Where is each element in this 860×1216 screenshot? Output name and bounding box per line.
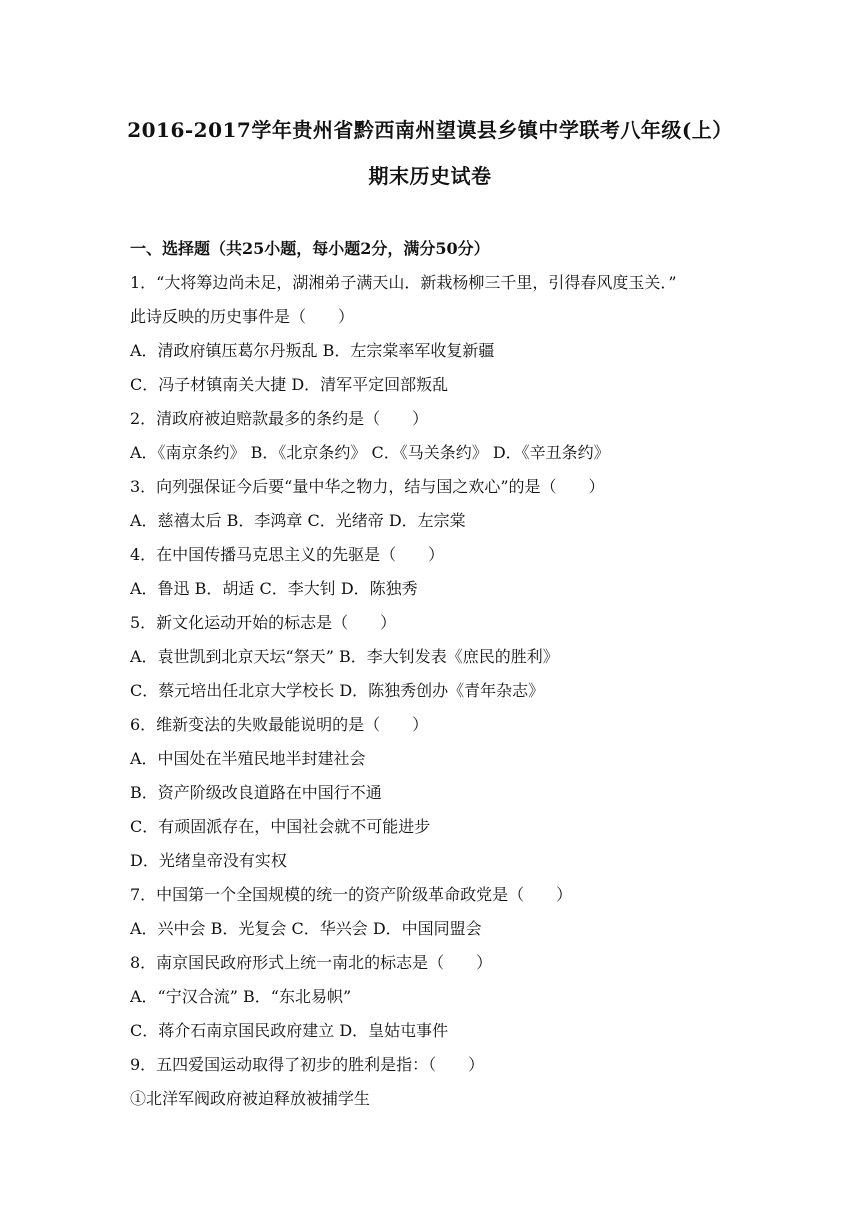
question-6-option-b: B．资产阶级改良道路在中国行不通	[130, 783, 382, 802]
section-heading: 一、选择题（共25小题，每小题2分，满分50分）	[130, 239, 490, 258]
question-5-options-cd: C．蔡元培出任北京大学校长 D．陈独秀创办《青年杂志》	[130, 681, 545, 700]
question-6-stem: 6．维新变法的失败最能说明的是（ ）	[130, 715, 429, 734]
question-3-stem: 3．向列强保证今后要“量中华之物力，结与国之欢心”的是（ ）	[130, 477, 605, 496]
question-4-stem: 4．在中国传播马克思主义的先驱是（ ）	[130, 545, 445, 564]
question-8-options-cd: C．蒋介石南京国民政府建立 D．皇姑屯事件	[130, 1021, 449, 1040]
question-3-options: A．慈禧太后 B．李鸿章 C．光绪帝 D．左宗棠	[130, 511, 466, 530]
question-6-option-d: D．光绪皇帝没有实权	[130, 851, 287, 870]
question-8-stem: 8．南京国民政府形式上统一南北的标志是（ ）	[130, 953, 493, 972]
question-5-options-ab: A．袁世凯到北京天坛“祭天” B．李大钊发表《庶民的胜利》	[130, 647, 559, 666]
question-9-stem: 9．五四爱国运动取得了初步的胜利是指：（ ）	[130, 1055, 485, 1074]
exam-content	[130, 232, 750, 1116]
exam-title-line-2: 期末历史试卷	[368, 164, 492, 188]
exam-title-line-1: 2016-2017学年贵州省黔西南州望谟县乡镇中学联考八年级(上）	[127, 118, 733, 142]
question-8-options-ab: A．“宁汉合流” B．“东北易帜”	[130, 987, 352, 1006]
question-7-stem: 7．中国第一个全国规模的统一的资产阶级革命政党是（ ）	[130, 885, 573, 904]
question-6-option-a: A．中国处在半殖民地半封建社会	[130, 749, 366, 768]
question-6-option-c: C．有顽固派存在，中国社会就不可能进步	[130, 817, 431, 836]
question-1-options-ab: A．清政府镇压葛尔丹叛乱 B．左宗棠率军收复新疆	[130, 341, 495, 360]
question-1-stem-cont: 此诗反映的历史事件是（ ）	[130, 307, 355, 326]
question-5-stem: 5．新文化运动开始的标志是（ ）	[130, 613, 397, 632]
question-2-stem: 2．清政府被迫赔款最多的条约是（ ）	[130, 409, 429, 428]
question-9-item-1: ①北洋军阀政府被迫释放被捕学生	[130, 1089, 371, 1108]
question-7-options: A．兴中会 B．光复会 C．华兴会 D．中国同盟会	[130, 919, 482, 938]
question-4-options: A．鲁迅 B．胡适 C．李大钊 D．陈独秀	[130, 579, 418, 598]
question-1-stem: 1．“大将筹边尚未足，湖湘弟子满天山．新栽杨柳三千里，引得春风度玉关．”	[130, 273, 677, 292]
question-2-options: A．《南京条约》 B．《北京条约》 C．《马关条约》 D．《辛丑条约》	[130, 443, 610, 462]
question-1-options-cd: C．冯子材镇南关大捷 D．清军平定回部叛乱	[130, 375, 449, 394]
